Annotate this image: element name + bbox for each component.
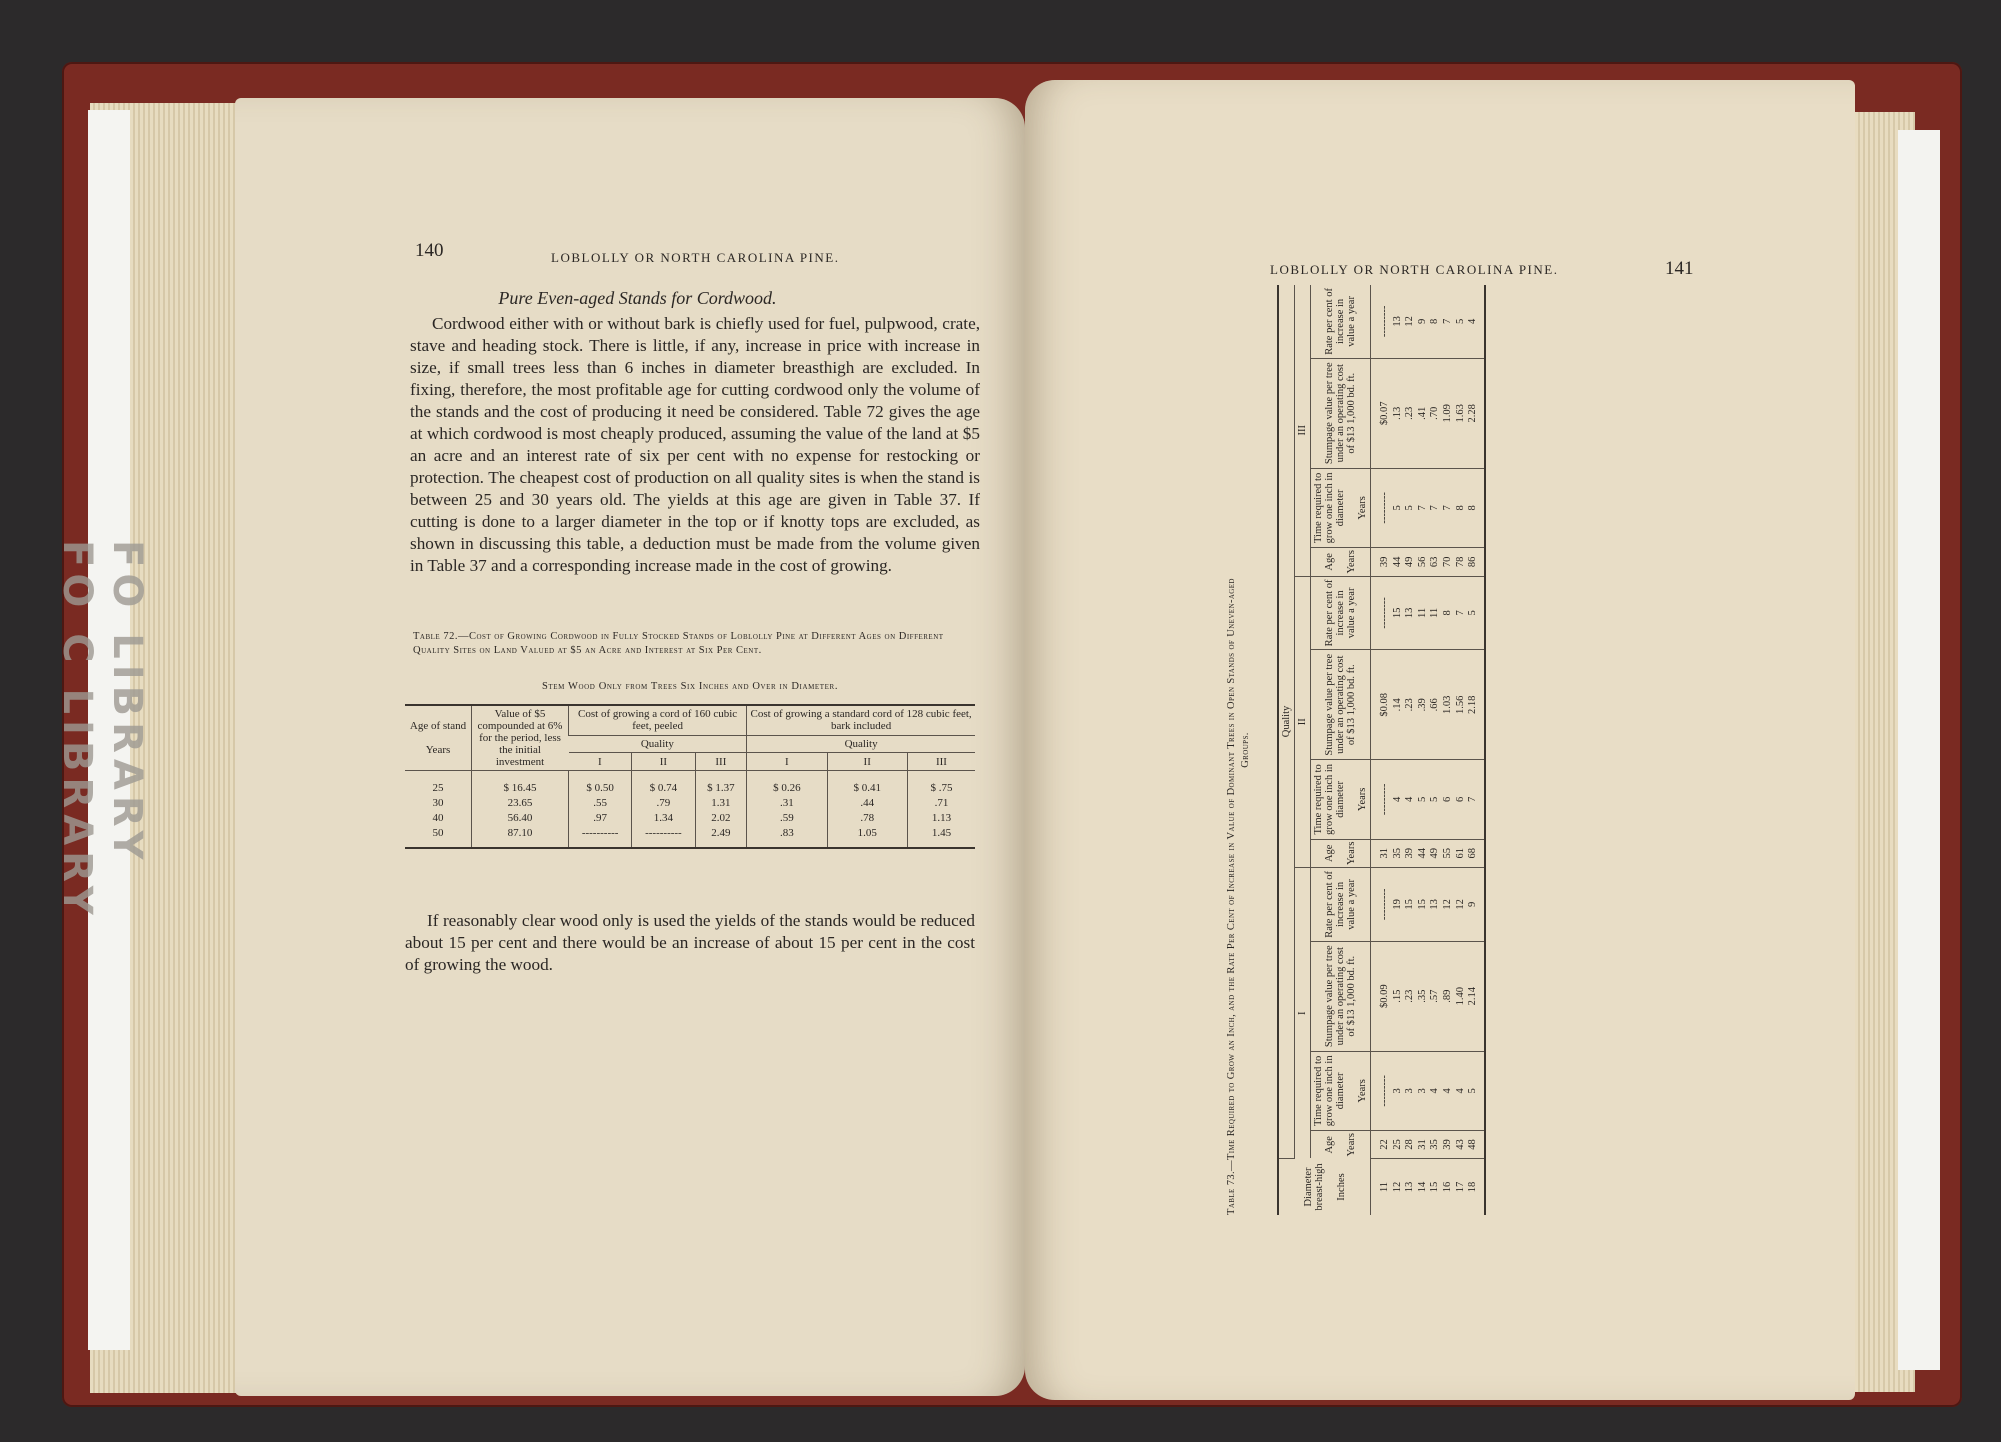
table-header: Quality — [569, 735, 747, 753]
table-cell: $ 1.37 1.31 2.02 2.49 — [695, 771, 747, 849]
table-header — [1311, 839, 1371, 867]
table-header — [1311, 548, 1371, 576]
library-stamp — [54, 540, 150, 921]
table-cell: --------- 13 12 9 8 7 5 4 — [1371, 285, 1485, 358]
body-paragraph: If reasonably clear wood only is used the yields of the stands would be reduced about 15 per cent and there would be an increase of about 15 per cent in the cost of growing the wood. — [405, 911, 975, 974]
table-header: III — [1295, 285, 1311, 576]
table-73-caption-line-2: Groups. — [1240, 732, 1251, 768]
table-cell: $ 16.45 23.65 56.40 87.10 — [472, 771, 569, 849]
table-72-subtitle: Stem Wood Only from Trees Six Inches and Over in Diameter. — [541, 681, 839, 692]
table-header: Cost of growing a cord of 160 cubic feet, peeled — [569, 705, 747, 735]
table-header: Stumpage value per tree under an operating cost of $13 1,000 bd. ft. — [1311, 358, 1371, 468]
table-cell: $ 0.74 .79 1.34 ---------- — [632, 771, 695, 849]
running-head: LOBLOLLY OR NORTH CAROLINA PINE. — [551, 250, 840, 265]
table-header: I — [569, 753, 632, 771]
table-cell: 22 25 28 31 35 39 43 48 — [1371, 1131, 1485, 1159]
table-header — [1311, 1131, 1371, 1159]
table-cell: --------- 4 4 5 5 6 6 7 — [1371, 760, 1485, 839]
table-cell: 25 30 40 50 — [405, 771, 472, 849]
header-age: Age of stand — [409, 720, 467, 732]
table-cell: 31 35 39 44 49 55 61 68 — [1371, 839, 1485, 867]
table-header: Value of $5 compounded at 6% for the period, less the initial investment — [472, 705, 569, 771]
header-inches: Inches — [1335, 1173, 1347, 1201]
table-cell: $0.07 .13 .23 .41 .70 1.09 1.63 2.28 — [1371, 358, 1485, 468]
table-72-caption: Table 72.—Cost of Growing Cordwood in Fully Stocked Stands of Loblolly Pine at Different Ages on Different Quality Sites on Land Valued at $5 an Acre and Interest at Six Per Cent. — [413, 631, 944, 656]
table-row — [405, 771, 975, 849]
table-cell: --------- 15 13 11 11 8 7 5 — [1371, 576, 1485, 650]
table-header — [1311, 760, 1371, 839]
table-header — [1311, 1051, 1371, 1130]
table-cell: $ 0.50 .55 .97 ---------- — [569, 771, 632, 849]
table-cell: $ .75 .71 1.13 1.45 — [907, 771, 975, 849]
header-years: Years — [1346, 841, 1357, 866]
table-cell: 39 44 49 56 63 70 78 86 — [1371, 548, 1485, 576]
table-header: Rate per cent of increase in value a year — [1311, 285, 1371, 358]
table-72 — [405, 704, 975, 849]
page-number: 141 — [1665, 258, 1694, 279]
table-header: Cost of growing a standard cord of 128 cubic feet, bark included — [747, 705, 975, 735]
header-years: Years — [1357, 787, 1368, 812]
table-header: III — [695, 753, 747, 771]
header-years: Years — [1346, 1133, 1357, 1157]
stamp-line-2: FO C LIBRARY — [54, 540, 100, 921]
header-years: Years — [1357, 1079, 1368, 1103]
header-time: Time required to grow one inch in diameter — [1313, 472, 1346, 544]
table-header: II — [827, 753, 907, 771]
header-age: Age — [1324, 553, 1335, 571]
table-header: Stumpage value per tree under an operating cost of $13 1,000 bd. ft. — [1311, 650, 1371, 760]
right-flyleaf — [1898, 130, 1940, 1370]
table-header: Rate per cent of increase in value a year — [1311, 576, 1371, 650]
header-years: Years — [1346, 550, 1357, 574]
table-header: Quality — [1278, 285, 1295, 1159]
table-header — [1311, 468, 1371, 547]
section-title: Pure Even-aged Stands for Cordwood. — [498, 288, 777, 308]
header-age: Age — [1324, 844, 1335, 863]
table-cell: --------- 19 15 15 13 12 12 9 — [1371, 868, 1485, 942]
running-head: LOBLOLLY OR NORTH CAROLINA PINE. — [1270, 262, 1559, 277]
table-header — [405, 705, 472, 771]
header-years: Years — [1357, 496, 1368, 520]
table-row — [1371, 285, 1485, 1215]
page-number: 140 — [415, 240, 444, 261]
header-time: Time required to grow one inch in diameter — [1313, 1055, 1346, 1127]
table-73-caption — [1225, 285, 1253, 1215]
header-time: Time required to grow one inch in diameter — [1313, 763, 1346, 835]
table-73-caption-line-1: Table 73.—Time Required to Grow an Inch, and the Rate Per Cent of Increase in Value of Dominant Trees in Open Stands of Uneven-aged — [1226, 578, 1237, 1215]
table-header: Stumpage value per tree under an operating cost of $13 1,000 bd. ft. — [1311, 941, 1371, 1051]
table-73 — [1277, 285, 1486, 1215]
header-age-unit: Years — [425, 744, 451, 756]
body-paragraph: Cordwood either with or without bark is chiefly used for fuel, pulpwood, crate, stave and heading stock. There is little, if any, increase in price with increase in size, if small trees less than 6 inches in diameter breasthigh are excluded. In fixing, therefore, the most profitable age for cutting cordwood only the volume of the stands and the cost of producing it need be considered. Table 72 gives the age at which cordwood is most cheaply produced, assuming the value of the land at $5 an acre and an interest rate of six per cent with no expense for restocking or protection. The cheapest cost of production on all quality sites is when the stand is between 25 and 30 years old. The yields at this age are given in Table 37. If cutting is done to a larger diameter in the top or if knotty tops are excluded, as shown in discussing this table, a deduction must be made from the volume given in Table 37 and a corresponding increase made in the cost of growing. — [410, 314, 980, 575]
stamp-line-1: FO LIBRARY — [104, 540, 150, 866]
table-header: II — [1295, 576, 1311, 867]
table-cell: $0.08 .14 .23 .39 .66 1.03 1.56 2.18 — [1371, 650, 1485, 760]
table-header: III — [907, 753, 975, 771]
table-cell: --------- 3 3 3 4 4 4 5 — [1371, 1051, 1485, 1130]
table-header: I — [1295, 868, 1311, 1159]
table-cell: 11 12 13 14 15 16 17 18 — [1371, 1159, 1485, 1216]
table-header: II — [632, 753, 695, 771]
table-cell: --------- 5 5 7 7 7 8 8 — [1371, 468, 1485, 547]
table-header — [1278, 1159, 1371, 1216]
table-cell: $ 0.26 .31 .59 .83 — [747, 771, 827, 849]
header-diameter: Diameter breast-high — [1302, 1163, 1325, 1211]
table-73-rotated — [1225, 285, 1585, 1215]
table-header: Rate per cent of increase in value a year — [1311, 868, 1371, 942]
table-header: I — [747, 753, 827, 771]
table-cell: $ 0.41 .44 .78 1.05 — [827, 771, 907, 849]
table-header: Quality — [747, 735, 975, 753]
header-age: Age — [1324, 1136, 1335, 1154]
table-cell: $0.09 .15 .23 .35 .57 .89 1.40 2.14 — [1371, 941, 1485, 1051]
